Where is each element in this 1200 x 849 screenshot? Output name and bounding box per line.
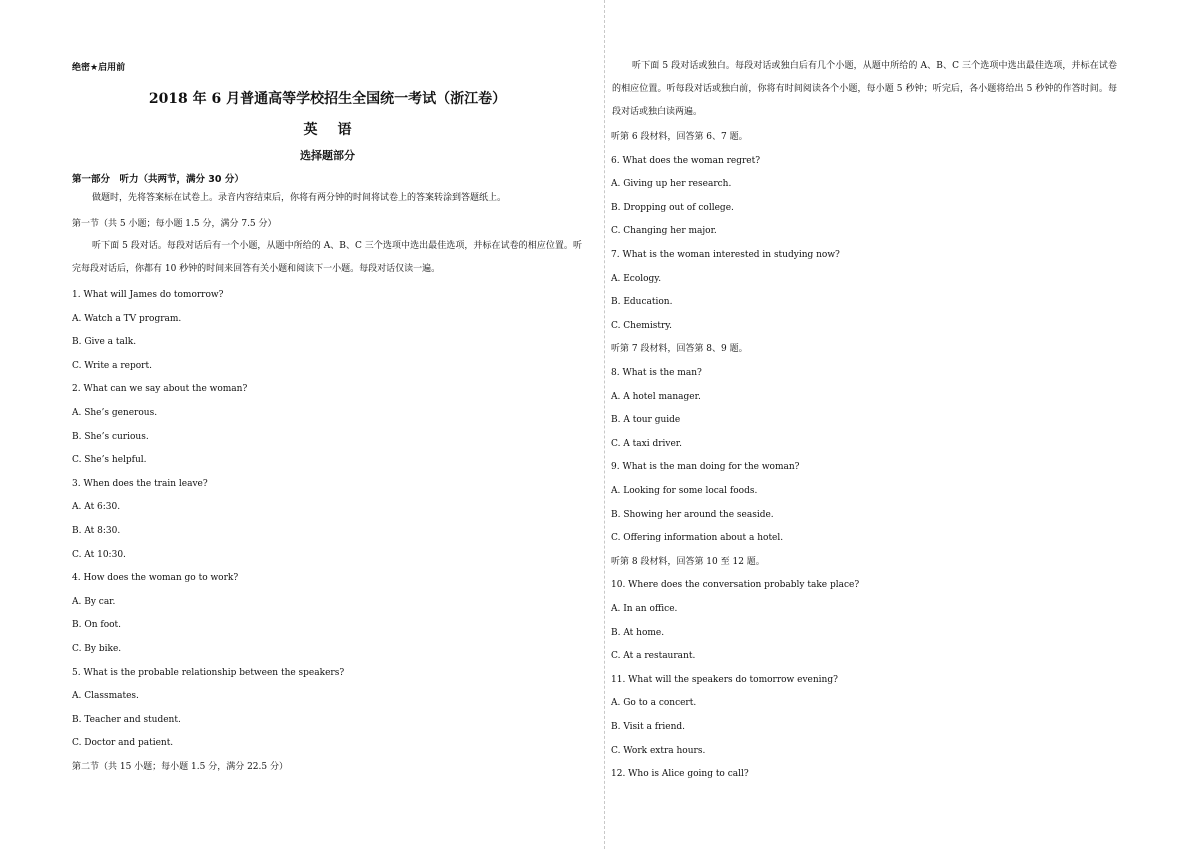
exam-title: 2018 年 6 月普通高等学校招生全国统一考试（浙江卷）	[148, 91, 507, 107]
question-line: A. She’s generous.	[72, 408, 158, 418]
question-line: C. A taxi driver.	[611, 438, 682, 449]
question-line: A. In an office.	[611, 604, 678, 614]
question-line: B. Education.	[611, 297, 673, 308]
question-line: C. Write a report.	[72, 360, 152, 371]
column-divider	[604, 0, 605, 849]
question-line: B. Showing her around the seaside.	[611, 509, 774, 520]
question-line: B. She’s curious.	[72, 431, 149, 442]
question-line: 听第 7 段材料，回答第 8、9 题。	[611, 344, 748, 355]
question-line: A. Go to a concert.	[611, 698, 697, 709]
question-line: A. Ecology.	[611, 273, 662, 284]
question-line: C. At 10:30.	[72, 549, 126, 560]
question-line: C. At a restaurant.	[611, 651, 696, 662]
confidential-label: 绝密★启用前	[72, 63, 126, 73]
question-line: 9. What is the man doing for the woman?	[611, 462, 800, 473]
question-line: 7. What is the woman interested in studying now?	[611, 250, 840, 260]
question-line: 12. Who is Alice going to call?	[611, 769, 749, 780]
question-line: C. By bike.	[72, 644, 122, 654]
question-line: B. At 8:30.	[72, 526, 121, 536]
question-line: A. At 6:30.	[72, 502, 121, 513]
question-line: C. She’s helpful.	[72, 455, 147, 466]
question-line: A. By car.	[72, 596, 116, 607]
question-line: 6. What does the woman regret?	[611, 155, 761, 166]
part-heading: 第一部分 听力（共两节，满分 30 分）	[72, 174, 244, 185]
instructions-paragraph: 做题时，先将答案标在试卷上。录音内容结束后，你将有两分钟的时间将试卷上的答案转涂到答题纸上。	[92, 193, 507, 203]
section1-instructions: 听下面 5 段对话。每段对话后有一个小题，从题中所给的 A、B、C 三个选项中选出最佳选项，并标在试卷的相应位置。听完每段对话后，你都有 10 秒钟的时间来回答有关小题和阅读下一小题。每段对话仅读一遍。	[72, 241, 582, 274]
question-line: 8. What is the man?	[611, 368, 702, 378]
question-line: A. Looking for some local foods.	[611, 486, 758, 496]
question-line: A. Classmates.	[72, 691, 139, 702]
question-line: B. Teacher and student.	[72, 714, 181, 725]
question-line: B. Visit a friend.	[611, 722, 686, 732]
question-line: 5. What is the probable relationship between the speakers?	[72, 667, 345, 678]
question-line: B. Give a talk.	[72, 337, 137, 348]
question-line: B. A tour guide	[611, 415, 681, 426]
subject-title: 英语	[303, 122, 372, 138]
question-line: 1. What will James do tomorrow?	[72, 290, 224, 300]
question-line: 4. How does the woman go to work?	[72, 573, 239, 584]
section2-instructions: 听下面 5 段对话或独白。每段对话或独白后有几个小题，从题中所给的 A、B、C 三个选项中选出最佳选项，并标在试卷的相应位置。听每段对话或独白前，你将有时间阅读各个小题，每小题 5 秒钟；听完后，各小题将给出 5 秒钟的作答时间。每段对话或独白读两遍。	[612, 61, 1117, 117]
question-line: A. A hotel manager.	[611, 391, 701, 402]
question-line: B. Dropping out of college.	[611, 202, 734, 213]
question-line: 听第 8 段材料，回答第 10 至 12 题。	[611, 556, 765, 567]
question-line: 11. What will the speakers do tomorrow evening?	[611, 674, 838, 685]
question-line: A. Giving up her research.	[611, 179, 732, 190]
question-line: 3. When does the train leave?	[72, 478, 208, 489]
question-line: A. Watch a TV program.	[72, 313, 182, 324]
question-line: C. Offering information about a hotel.	[611, 533, 784, 544]
question-line: B. At home.	[611, 627, 665, 638]
section1-title: 第一节（共 5 小题；每小题 1.5 分，满分 7.5 分）	[72, 219, 277, 229]
question-line: 第二节（共 15 小题；每小题 1.5 分，满分 22.5 分）	[72, 762, 288, 772]
question-line: C. Changing her major.	[611, 226, 717, 237]
question-line: 听第 6 段材料，回答第 6、7 题。	[611, 132, 748, 142]
section-heading: 选择题部分	[300, 149, 355, 162]
question-line: B. On foot.	[72, 620, 122, 631]
question-line: C. Work extra hours.	[611, 745, 706, 756]
question-line: C. Doctor and patient.	[72, 738, 174, 749]
question-line: C. Chemistry.	[611, 320, 672, 331]
question-line: 10. Where does the conversation probably take place?	[611, 580, 860, 591]
question-line: 2. What can we say about the woman?	[72, 384, 248, 395]
